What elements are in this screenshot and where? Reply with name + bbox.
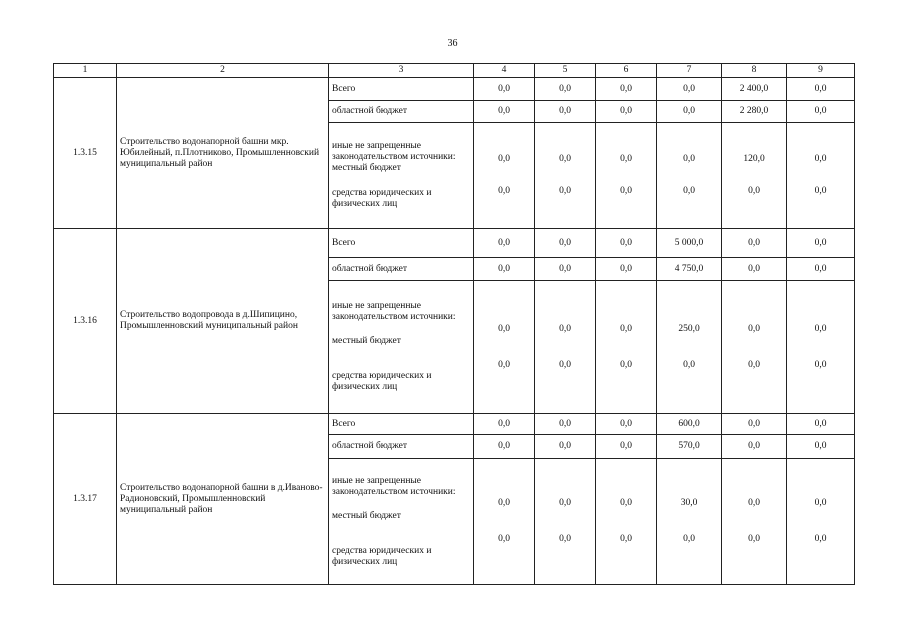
value-group (722, 459, 787, 585)
value-group (535, 281, 596, 414)
source-label: Всего (329, 229, 474, 258)
value-group (474, 459, 535, 585)
value-cell: 0,0 (498, 359, 510, 370)
spacer (725, 335, 783, 360)
value-cell: 0,0 (620, 359, 632, 370)
value-cell: 0,0 (535, 101, 596, 123)
value-cell: 0,0 (559, 534, 571, 544)
value-cell: 0,0 (683, 186, 695, 196)
source-label: Всего (329, 78, 474, 101)
source-label: областной бюджет (329, 101, 474, 123)
value-group (474, 281, 535, 414)
spacer (660, 335, 718, 360)
value-cell: 0,0 (814, 186, 827, 196)
column-header: 9 (787, 64, 855, 78)
value-cell: 0,0 (787, 78, 855, 101)
value-cell: 0,0 (498, 534, 510, 544)
budget-table (53, 63, 855, 585)
value-cell: 0,0 (474, 258, 535, 281)
spacer (477, 165, 531, 186)
spacer (599, 509, 653, 534)
column-header: 4 (474, 64, 535, 78)
value-cell: 0,0 (787, 435, 855, 459)
value-cell: 0,0 (474, 101, 535, 123)
source-label: местный бюджет (332, 336, 401, 346)
spacer (599, 335, 653, 360)
value-cell: 0,0 (596, 229, 657, 258)
item-code: 1.3.15 (54, 78, 117, 229)
value-cell: 30,0 (680, 498, 698, 508)
column-header: 2 (117, 64, 329, 78)
value-cell: 0,0 (657, 101, 722, 123)
spacer (660, 165, 718, 186)
value-cell: 0,0 (596, 414, 657, 435)
column-header: 6 (596, 64, 657, 78)
value-cell: 0,0 (474, 435, 535, 459)
source-label: областной бюджет (329, 435, 474, 459)
value-cell: 0,0 (657, 78, 722, 101)
table-row (54, 414, 855, 435)
value-cell: 0,0 (722, 435, 787, 459)
value-cell: 5 000,0 (657, 229, 722, 258)
source-label: местный бюджет (332, 163, 401, 173)
column-header: 8 (722, 64, 787, 78)
value-group (787, 459, 855, 585)
spacer (538, 165, 592, 186)
value-cell: 0,0 (498, 186, 510, 196)
source-label: средства юридических и физических лиц (332, 371, 432, 392)
value-cell: 0,0 (474, 414, 535, 435)
spacer (660, 509, 718, 534)
value-cell: 0,0 (814, 498, 827, 508)
column-header: 1 (54, 64, 117, 78)
spacer (332, 174, 470, 188)
spacer (538, 509, 592, 534)
value-cell: 0,0 (498, 154, 510, 164)
source-label: местный бюджет (332, 510, 401, 521)
value-group (787, 123, 855, 229)
value-cell: 0,0 (559, 498, 571, 508)
value-cell: 0,0 (535, 258, 596, 281)
item-code: 1.3.17 (54, 414, 117, 585)
value-cell: 0,0 (620, 186, 632, 196)
table-header-row (54, 64, 855, 78)
value-cell: 0,0 (814, 359, 827, 370)
value-cell: 0,0 (596, 78, 657, 101)
value-cell: 0,0 (787, 229, 855, 258)
spacer (477, 509, 531, 534)
value-cell: 0,0 (814, 154, 827, 164)
spacer (790, 165, 851, 186)
spacer (332, 522, 470, 546)
value-cell: 0,0 (722, 258, 787, 281)
value-cell: 0,0 (748, 359, 760, 370)
source-label: иные не запрещенные законодательством источники: (332, 301, 456, 322)
value-cell: 0,0 (559, 154, 571, 164)
value-group (596, 459, 657, 585)
value-cell: 0,0 (498, 498, 510, 508)
value-cell: 0,0 (748, 323, 760, 334)
source-label: областной бюджет (329, 258, 474, 281)
value-group (596, 123, 657, 229)
value-group (722, 281, 787, 414)
value-group (535, 123, 596, 229)
item-name: Строительство водонапорной башни в д.Иваново-Радионовский, Промышленновский муниципальный район (117, 414, 329, 585)
value-cell: 0,0 (620, 154, 632, 164)
spacer (599, 165, 653, 186)
value-cell: 0,0 (559, 186, 571, 196)
spacer (725, 165, 783, 186)
value-group (787, 281, 855, 414)
value-group (474, 123, 535, 229)
value-cell: 0,0 (559, 323, 571, 334)
value-cell: 0,0 (748, 186, 760, 196)
value-cell: 0,0 (474, 78, 535, 101)
value-cell: 0,0 (620, 498, 632, 508)
value-cell: 0,0 (814, 323, 827, 334)
value-cell: 0,0 (535, 78, 596, 101)
item-code: 1.3.16 (54, 229, 117, 414)
column-header: 5 (535, 64, 596, 78)
table-row (54, 229, 855, 258)
item-name: Строительство водонапорной башни мкр. Юбилейный, п.Плотниково, Промышленновский муниципальный район (117, 78, 329, 229)
spacer (790, 509, 851, 534)
spacer (477, 335, 531, 360)
value-cell: 0,0 (787, 258, 855, 281)
source-group (329, 281, 474, 414)
value-cell: 0,0 (596, 101, 657, 123)
value-cell: 0,0 (596, 258, 657, 281)
value-cell: 0,0 (535, 414, 596, 435)
source-group (329, 459, 474, 585)
value-cell: 0,0 (683, 534, 695, 544)
value-cell: 0,0 (787, 414, 855, 435)
value-group (657, 281, 722, 414)
value-cell: 0,0 (683, 359, 695, 370)
source-label: средства юридических и физических лиц (332, 188, 432, 209)
value-cell: 0,0 (596, 435, 657, 459)
value-group (657, 123, 722, 229)
value-cell: 0,0 (620, 534, 632, 544)
value-cell: 2 280,0 (722, 101, 787, 123)
value-cell: 0,0 (559, 359, 571, 370)
page-number: 36 (447, 38, 458, 49)
column-header: 3 (329, 64, 474, 78)
value-cell: 120,0 (743, 154, 765, 164)
value-cell: 0,0 (620, 323, 632, 334)
spacer (790, 335, 851, 360)
spacer (332, 347, 470, 371)
value-cell: 600,0 (657, 414, 722, 435)
spacer (538, 335, 592, 360)
source-label: Всего (329, 414, 474, 435)
value-group (596, 281, 657, 414)
source-label: средства юридических и физических лиц (332, 545, 432, 567)
value-cell: 0,0 (535, 229, 596, 258)
item-name: Строительство водопровода в д.Шипицино, Промышленновский муниципальный район (117, 229, 329, 414)
column-header: 7 (657, 64, 722, 78)
source-label: иные не запрещенные законодательством источники: (332, 475, 456, 497)
value-cell: 0,0 (748, 498, 760, 508)
value-cell: 0,0 (787, 101, 855, 123)
value-cell: 0,0 (814, 534, 827, 544)
value-cell: 250,0 (678, 323, 700, 334)
value-cell: 4 750,0 (657, 258, 722, 281)
value-group (535, 459, 596, 585)
table-row (54, 78, 855, 101)
value-cell: 0,0 (748, 534, 760, 544)
source-label: иные не запрещенные законодательством источники: (332, 141, 456, 162)
value-group (657, 459, 722, 585)
value-cell: 0,0 (474, 229, 535, 258)
value-cell: 2 400,0 (722, 78, 787, 101)
spacer (332, 498, 470, 511)
value-cell: 0,0 (535, 435, 596, 459)
value-cell: 570,0 (657, 435, 722, 459)
value-cell: 0,0 (498, 323, 510, 334)
value-group (722, 123, 787, 229)
source-group (329, 123, 474, 229)
value-cell: 0,0 (722, 414, 787, 435)
spacer (332, 323, 470, 336)
value-cell: 0,0 (722, 229, 787, 258)
spacer (725, 509, 783, 534)
value-cell: 0,0 (683, 154, 695, 164)
